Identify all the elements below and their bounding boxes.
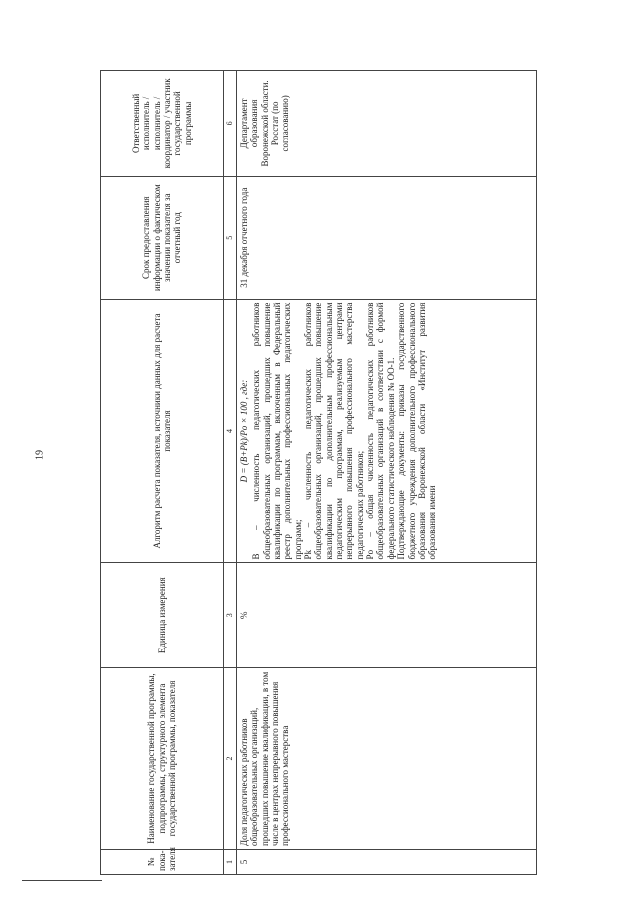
column-number: 4 <box>224 299 237 563</box>
responsible-cell: Департамент образования Воронежской области. Росстат (по согласованию) <box>237 71 537 177</box>
header-deadline: Срок предоставления информации о фактическом значении показателя за отчетный год <box>101 176 224 299</box>
column-number: 3 <box>224 563 237 668</box>
formula: D = (B+Pk)/Po × 100 , где: <box>239 379 249 483</box>
header-unit: Единица измерения <box>101 563 224 668</box>
algorithm-cell <box>237 299 537 563</box>
row-index: 5 <box>237 849 537 874</box>
table-row <box>237 71 537 875</box>
header-algorithm: Алгоритм расчета показателя, источники данных для расчета показателя <box>101 299 224 563</box>
algo-source: Подтверждающие документы: приказы государственного бюджетного учреждения дополнительного профессионального образования Воронежской области «Институт развития образования имени <box>396 302 438 560</box>
algo-po-definition: Po – общая численность педагогических работников общеобразовательных организаций в соответствии с формой федерального статистического наблюдения № ОО-1. <box>365 302 396 560</box>
algo-b-definition: B – численность педагогических работников общеобразовательных организаций, прошедших повышение квалификации по программам, включенным в Федеральный реестр дополнительных профессиональных педагогических программ; <box>251 302 303 560</box>
column-number: 5 <box>224 176 237 299</box>
header-row <box>101 71 224 875</box>
column-number-row <box>224 71 237 875</box>
column-number: 6 <box>224 71 237 177</box>
column-number: 2 <box>224 668 237 850</box>
indicator-name: Доля педагогических работников общеобразовательных организаций, прошедших повышение квалификации, в том числе в центрах непрерывного повышения профессионального мастерства <box>237 668 537 850</box>
header-responsible: Ответственный исполнитель / исполнитель / координатор / участник государственной программы <box>101 71 224 177</box>
footnote-divider <box>22 880 102 881</box>
rotated-page <box>100 20 620 875</box>
column-number: 1 <box>224 849 237 874</box>
header-number: № пока-зателя <box>101 849 224 874</box>
indicator-table <box>100 70 537 875</box>
deadline-cell: 31 декабря отчетного года <box>237 176 537 299</box>
header-name: Наименование государственной программы, подпрограммы, структурного элемента государственной программы, показателя <box>101 668 224 850</box>
unit-cell: % <box>237 563 537 668</box>
page-number: 19 <box>34 450 46 460</box>
algo-pk-definition: Pk – численность педагогических работников общеобразовательных организаций, прошедших повышение квалификации по дополнительным профессиональным педагогическим программам, реализуемым центрами непрерывного повышения профессионального мастерства педагогических работников; <box>303 302 365 560</box>
